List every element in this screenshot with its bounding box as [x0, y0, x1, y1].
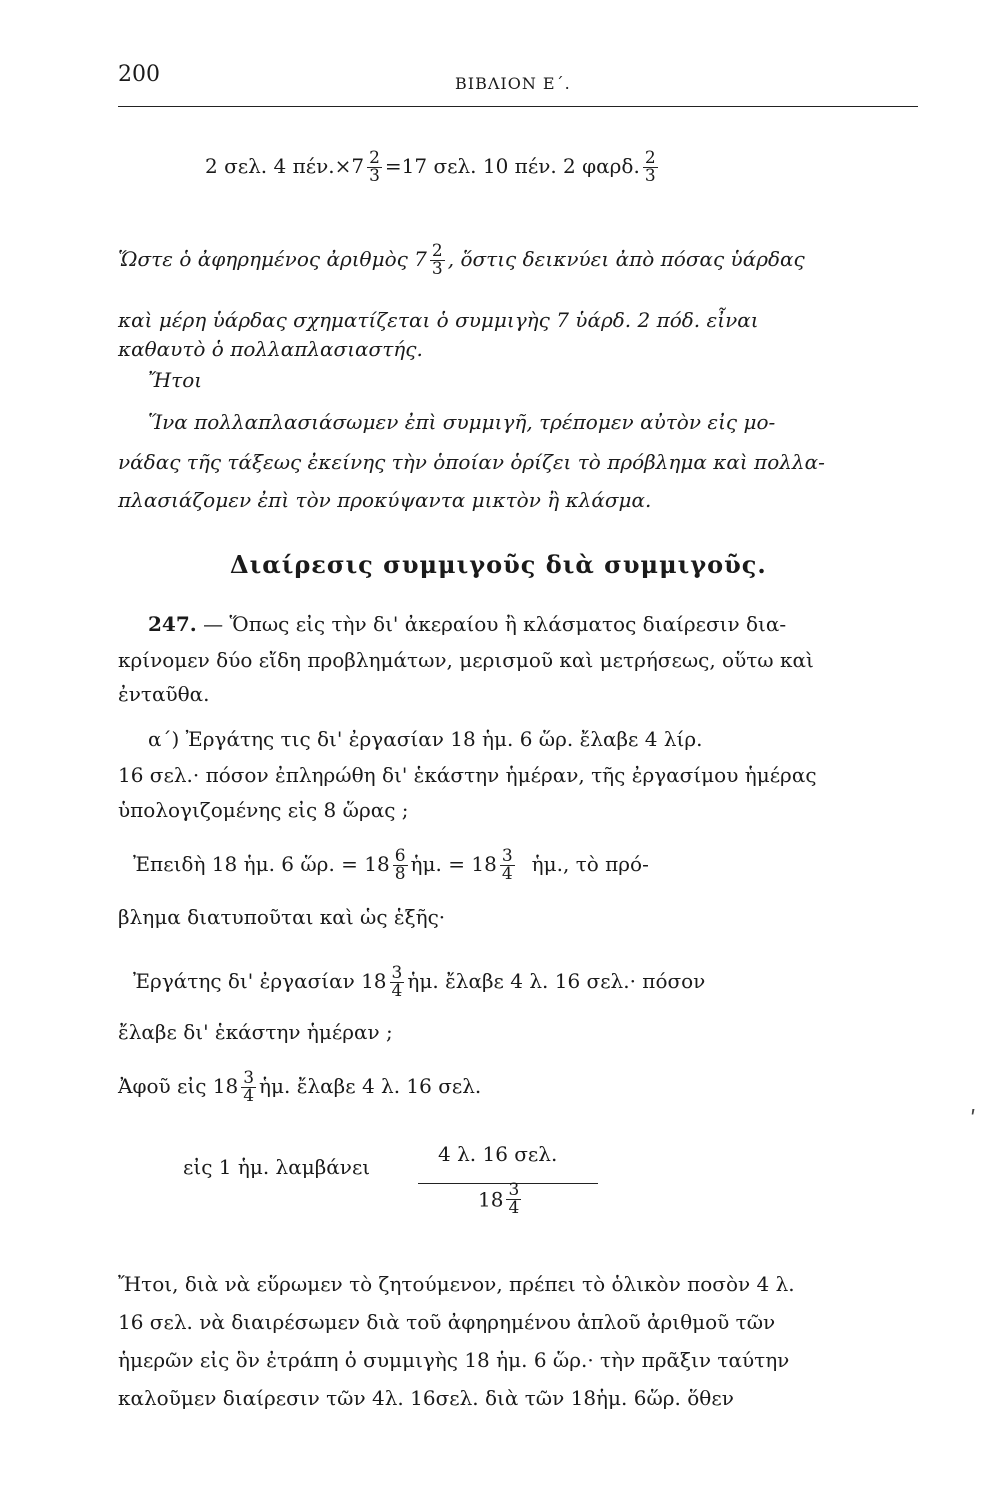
para1-line2: καὶ μέρη ὑάρδας σχηματίζεται ὁ συμμιγὴς 7 ὑάρδ. 2 πόδ. εἶναι — [118, 308, 759, 332]
per-day-label: εἰς 1 ἡμ. λαμβάνει — [183, 1155, 371, 1179]
fraction: $\frac{6}{8}$ — [394, 846, 406, 884]
fraction: $\frac{3}{4}$ — [391, 963, 403, 1001]
since-line1: Ἐπειδὴ 18 ἡμ. 6 ὥρ. = 18 $\frac{6}{8}$ ἡμ. = 18 $\frac{3}{4}$ ἡμ., τὸ πρό- — [133, 846, 649, 884]
fraction: $\frac{2}{3}$ — [369, 148, 380, 186]
fraction: $\frac{3}{4}$ — [508, 1180, 520, 1218]
para247-line3: ἐνταῦθα. — [118, 682, 210, 706]
rule-line1: Ἵνα πολλαπλασιάσωμεν ἐπὶ συμμιγῆ, τρέπομεν αὐτὸν εἰς μο- — [148, 410, 776, 434]
per-day-denominator: 18 $\frac{3}{4}$ — [478, 1180, 520, 1218]
restated-line1: Ἐργάτης δι' ἐργασίαν 18 $\frac{3}{4}$ ἡμ. ἔλαβε 4 λ. 16 σελ.· πόσον — [133, 963, 706, 1001]
equation-line — [205, 150, 987, 185]
equation-lhs: 2 σελ. 4 πέν.×7 — [205, 154, 365, 178]
closing-line3: ἡμερῶν εἰς ὃν ἐτράπη ὁ συμμιγὴς 18 ἡμ. 6 ὥρ.· τὴν πρᾶξιν ταύτην — [118, 1348, 790, 1372]
since-line2: βλημα διατυποῦται καὶ ὡς ἑξῆς· — [118, 905, 446, 929]
closing-line2: 16 σελ. νὰ διαιρέσωμεν διὰ τοῦ ἀφηρημένου ἁπλοῦ ἀριθμοῦ τῶν — [118, 1310, 776, 1334]
para1-line1: Ὥστε ὁ ἀφηρημένος ἀριθμὸς 7 $\frac{2}{3}$ , ὅστις δεικνύει ἀπὸ πόσας ὑάρδας — [118, 241, 805, 279]
fraction: $\frac{3}{4}$ — [501, 846, 513, 884]
header-rule — [118, 106, 918, 107]
equation-rhs: =17 σελ. 10 πέν. 2 φαρδ. — [384, 154, 640, 178]
fraction: $\frac{2}{3}$ — [644, 148, 656, 186]
page-number: 200 — [118, 62, 160, 87]
running-header: ΒΙΒΛΙΟΝ Ε΄. — [455, 74, 571, 93]
closing-line1: Ἤτοι, διὰ νὰ εὕρωμεν τὸ ζητούμενον, πρέπει τὸ ὁλικὸν ποσὸν 4 λ. — [118, 1272, 795, 1296]
problem-a-line2: 16 σελ.· πόσον ἐπληρώθη δι' ἑκάστην ἡμέραν, τῆς ἐργασίμου ἡμέρας — [118, 763, 817, 787]
rule-line3: πλασιάζομεν ἐπὶ τὸν προκύψαντα μικτὸν ἢ κλάσμα. — [118, 488, 652, 512]
restated-line2: ἔλαβε δι' ἑκάστην ἡμέραν ; — [118, 1020, 393, 1044]
section-heading: Διαίρεσις συμμιγοῦς διὰ συμμιγοῦς. — [230, 550, 767, 579]
fraction: $\frac{2}{3}$ — [431, 241, 443, 279]
margin-mark: ʹ — [970, 1108, 977, 1133]
closing-line4: καλοῦμεν διαίρεσιν τῶν 4λ. 16σελ. διὰ τῶν 18ἡμ. 6ὥρ. ὅθεν — [118, 1386, 734, 1410]
para247-line1: 247. — Ὅπως εἰς τὴν δι' ἀκεραίου ἢ κλάσματος διαίρεσιν δια- — [148, 612, 787, 636]
para1-line4: Ἤτοι — [148, 368, 203, 392]
per-day-numerator: 4 λ. 16 σελ. — [438, 1142, 558, 1166]
rule-line2: νάδας τῆς τάξεως ἐκείνης τὴν ὁποίαν ὁρίζει τὸ πρόβλημα καὶ πολλα- — [118, 450, 825, 474]
para1-line3: καθαυτὸ ὁ πολλαπλασιαστής. — [118, 337, 423, 361]
fraction: $\frac{3}{4}$ — [243, 1068, 255, 1106]
paragraph-number: 247. — [148, 612, 197, 636]
para247-line2: κρίνομεν δύο εἴδη προβλημάτων, μερισμοῦ καὶ μετρήσεως, οὕτω καὶ — [118, 648, 814, 672]
problem-a-line1: α΄) Ἐργάτης τις δι' ἐργασίαν 18 ἡμ. 6 ὥρ. ἔλαβε 4 λίρ. — [148, 727, 703, 751]
since2-line: Ἀφοῦ εἰς 18 $\frac{3}{4}$ ἡμ. ἔλαβε 4 λ. 16 σελ. — [118, 1068, 482, 1106]
problem-a-line3: ὑπολογιζομένης εἰς 8 ὥρας ; — [118, 798, 409, 822]
